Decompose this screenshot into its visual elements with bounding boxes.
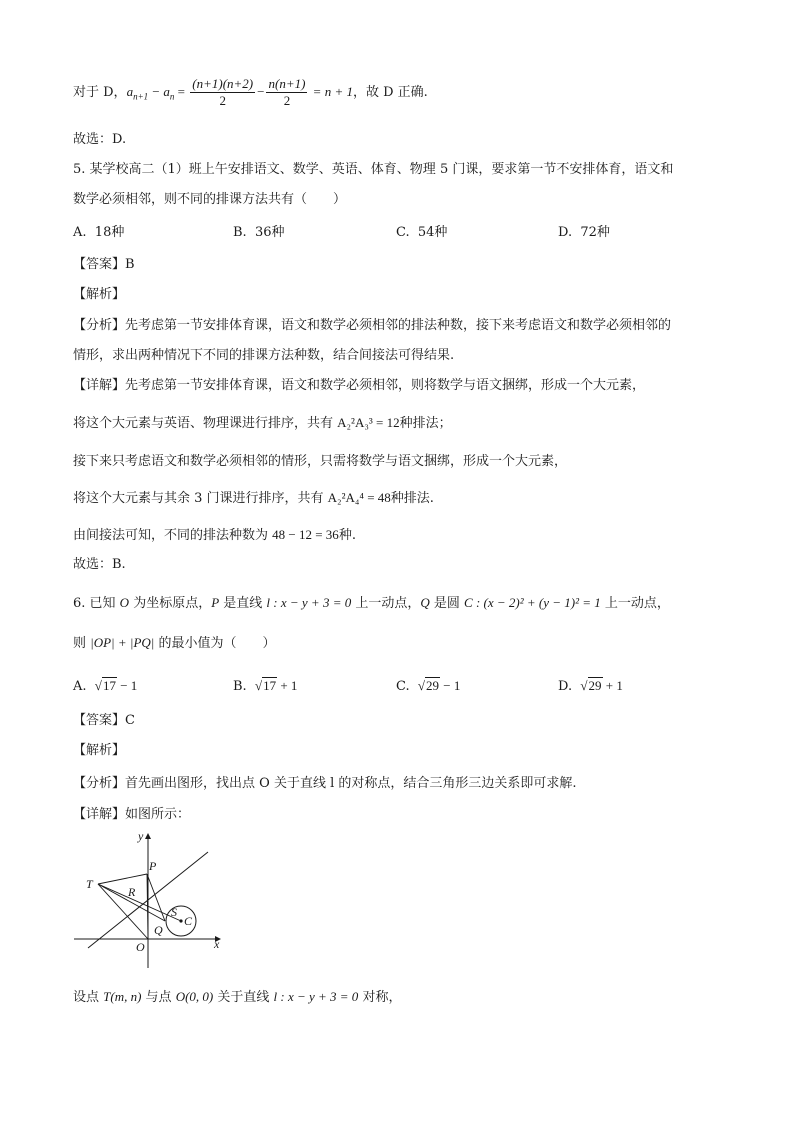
q5-answer-value: B [125, 257, 135, 272]
q6-option-c: C. √29 − 1 [396, 678, 461, 694]
q5-line4-post: 种排法. [390, 491, 434, 506]
q5-line5-expr: 48 − 12 = 36 [272, 527, 339, 542]
q6-stem-o: O [119, 595, 130, 610]
q6-stem-circle-eq: C : (x − 2)² + (y − 1)² = 1 [464, 595, 601, 610]
q4-frac1-den: 2 [219, 93, 226, 108]
q6-stem-d: 上一动点， [351, 596, 421, 611]
geometry-figure [70, 828, 235, 973]
label-o: O [136, 940, 145, 954]
segment-tp [98, 874, 147, 884]
q6-option-b-rad: 17 [263, 678, 277, 693]
q5-line4-expr: A₂²A₄⁴ = 48 [327, 490, 391, 505]
q6-stem-line2 [73, 634, 276, 653]
q5-xiangjie-line1 [73, 377, 645, 395]
q6-option-a: A. √17 − 1 [73, 678, 138, 694]
q6-last-pre: 设点 [73, 990, 104, 1005]
q5-xiangjie-label: 【详解】 [73, 378, 126, 393]
q6-option-b-letter: B. [233, 679, 247, 694]
q6-option-b: B. √17 + 1 [233, 678, 298, 694]
q5-option-a [73, 224, 124, 242]
q5-xiangjie-line3: 接下来只考虑语文和数学必须相邻的情形，只需将数学与语文捆绑，形成一个大元素， [73, 454, 568, 469]
q4-a: a [126, 84, 134, 99]
q5-option-a-text: 18种 [94, 225, 125, 240]
q5-analysis-label: 【解析】 [73, 287, 126, 302]
q6-stem-e: 是圆 [429, 596, 465, 611]
q6-stem2-a: 则 [73, 636, 91, 651]
q6-option-c-letter: C. [396, 679, 410, 694]
q5-option-d-letter: D. [558, 225, 573, 240]
q6-last-t: T(m, n) [103, 989, 142, 1004]
q5-xiangjie-line4 [73, 489, 434, 508]
q6-stem-p: P [211, 595, 220, 610]
q6-option-a-rad: 17 [102, 678, 116, 693]
q6-analysis-label: 【解析】 [73, 743, 126, 758]
q5-line4-pre: 将这个大元素与其余 3 门课进行排序，共有 [73, 491, 328, 506]
q5-option-a-letter: A. [73, 225, 87, 240]
q6-last-post: 对称， [358, 990, 402, 1005]
q5-option-b [233, 224, 285, 242]
q5-option-c-text: 54种 [417, 225, 448, 240]
q4-frac1-num: (n+1)(n+2) [192, 76, 254, 91]
label-r: R [128, 885, 136, 899]
q6-xiangjie-label: 【详解】 [73, 807, 126, 822]
q6-last-mid: 与点 [141, 990, 176, 1005]
q6-stem-line-eq: l : x − y + 3 = 0 [266, 595, 352, 610]
q4-conclusion: ，故 D 正确. [352, 85, 428, 100]
q6-stem-f: 上一动点， [600, 596, 670, 611]
q6-option-d-tail: + 1 [602, 678, 623, 693]
q6-stem-q: Q [420, 595, 430, 610]
q5-option-c [396, 224, 447, 242]
label-s: S [171, 905, 177, 919]
label-t: T [86, 877, 93, 891]
q5-option-b-letter: B. [233, 225, 247, 240]
q6-stem-b: 为坐标原点， [129, 596, 212, 611]
q6-last-o: O(0, 0) [175, 989, 214, 1004]
q5-xiangjie-text1: 先考虑第一节安排体育课，语文和数学必须相邻，则将数学与语文捆绑，形成一个大元素， [125, 378, 646, 393]
q6-last-l: l : x − y + 3 = 0 [273, 989, 359, 1004]
q6-stem2-b: 的最小值为（ ） [154, 636, 276, 651]
q6-option-d: D. √29 + 1 [558, 678, 623, 694]
label-x: x [214, 937, 220, 951]
q5-fenxi-label: 【分析】 [73, 318, 126, 333]
q4-intro: 对于 D， [73, 85, 127, 100]
q5-answer [73, 256, 135, 274]
q5-line2-pre: 将这个大元素与英语、物理课进行排序，共有 [73, 416, 338, 431]
q4-eq: = [174, 84, 189, 99]
q6-xiangjie [73, 806, 190, 824]
q6-option-d-letter: D. [558, 679, 573, 694]
label-y: y [138, 829, 144, 843]
q6-stem-line1 [73, 594, 670, 613]
q4-choose: 故选：D. [73, 132, 127, 147]
label-p: P [149, 859, 157, 873]
q6-xiangjie-text: 如图所示： [125, 807, 191, 822]
q4-sub1: n+1 [133, 91, 149, 102]
q6-option-b-tail: + 1 [277, 678, 298, 693]
q6-option-c-tail: − 1 [440, 678, 461, 693]
q5-stem-line1: 5. 某学校高二（1）班上午安排语文、数学、英语、体育、物理 5 门课，要求第一节不安排体育，语文和 [73, 162, 674, 177]
q6-stem-a: 6. 已知 [73, 596, 120, 611]
q4-frac1 [190, 76, 255, 109]
segment-tc [98, 884, 181, 921]
q6-answer-value: C [125, 713, 135, 728]
q4-result: = n + 1 [309, 84, 353, 99]
label-c: C [184, 914, 193, 928]
q6-stem-c: 是直线 [219, 596, 267, 611]
q5-fenxi-text1: 先考虑第一节安排体育课，语文和数学必须相邻的排法种数，接下来考虑语文和数学必须相邻的 [125, 318, 672, 333]
q5-option-c-letter: C. [396, 225, 410, 240]
q6-option-a-letter: A. [73, 679, 87, 694]
q5-option-d-text: 72种 [580, 225, 610, 240]
q5-stem-line2: 数学必须相邻，则不同的排课方法共有（ ） [73, 192, 347, 207]
q5-option-b-text: 36种 [254, 225, 285, 240]
q6-option-d-rad: 29 [588, 678, 602, 693]
q6-fenxi-text: 首先画出图形，找出点 O 关于直线 l 的对称点，结合三角形三边关系即可求解. [125, 776, 577, 791]
q6-last-line [73, 988, 401, 1007]
q4-frac2-den: 2 [283, 93, 291, 108]
q5-xiangjie-line5 [73, 526, 356, 545]
q6-answer-label: 【答案】 [73, 713, 126, 728]
q5-fenxi-line1 [73, 317, 671, 335]
q4-frac2-num: n(n+1) [268, 76, 306, 91]
q4-sub2: n [169, 91, 175, 102]
q5-option-d [558, 224, 610, 242]
center-dot [179, 919, 182, 922]
q5-line2-post: 种排法； [399, 416, 452, 431]
q5-choose: 故选：B. [73, 557, 126, 572]
label-q: Q [154, 923, 163, 937]
q6-last-mid2: 关于直线 [213, 990, 274, 1005]
q4-minus: − a [148, 84, 170, 99]
q5-fenxi-line2: 情形，求出两种情况下不同的排课方法种数，结合间接法可得结果. [73, 348, 455, 363]
q5-answer-label: 【答案】 [73, 257, 126, 272]
segment-to [98, 884, 148, 939]
q5-line2-expr: A₂²A₃³ = 12 [337, 415, 400, 430]
q5-line5-post: 种. [338, 528, 356, 543]
q6-answer [73, 712, 135, 730]
q6-option-a-tail: − 1 [116, 678, 138, 693]
q4-frac2 [266, 76, 307, 109]
q4-d-conclusion: 对于 D，$a_{n+1} - a_n$ = $\frac{(n+1)(n+2)}{2}$ − $\frac{n(n+1)}{2}$ = n + 1，故 D 正确. [73, 76, 428, 108]
q6-option-c-rad: 29 [426, 678, 440, 693]
q5-line5-pre: 由间接法可知，不同的排法种数为 [73, 528, 273, 543]
q6-fenxi [73, 775, 577, 793]
segment-pq [147, 874, 165, 921]
q6-stem-expr: |OP| + |PQ| [90, 635, 155, 650]
q6-fenxi-label: 【分析】 [73, 776, 126, 791]
q5-xiangjie-line2 [73, 414, 452, 433]
